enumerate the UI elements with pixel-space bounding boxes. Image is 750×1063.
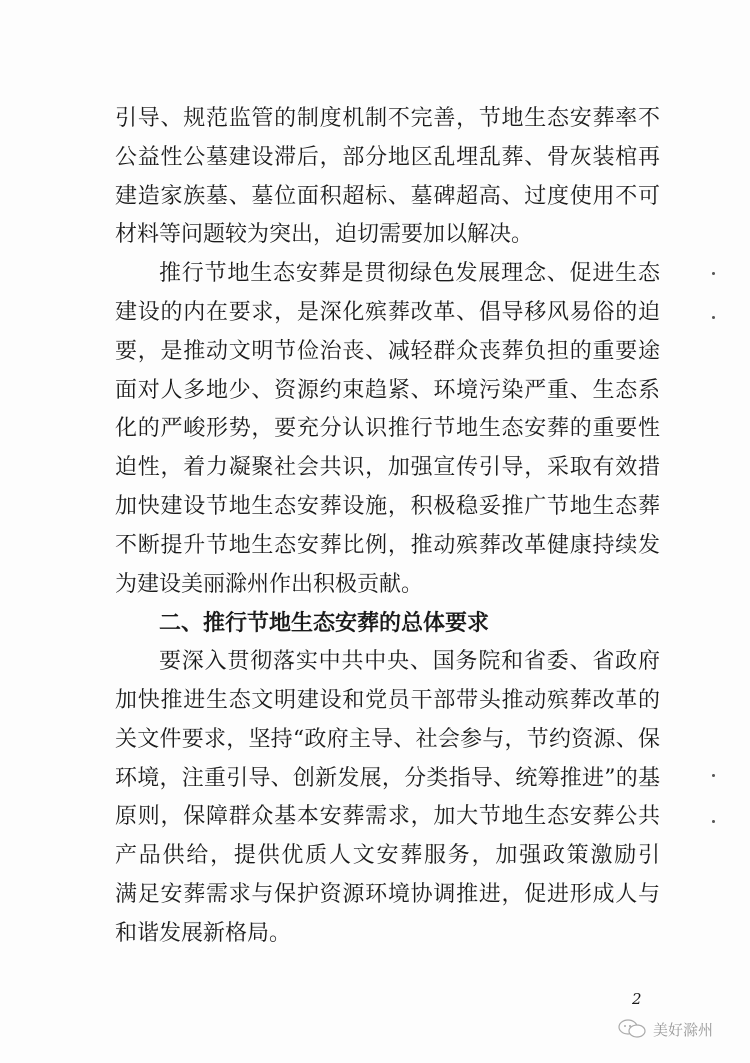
text-line: 建设的内在要求，是深化殡葬改革、倡导移风易俗的迫: [115, 299, 660, 325]
watermark-text: 美好滁州: [653, 1020, 714, 1039]
text-line: 建造家族墓、墓位面积超标、墓碑超高、过度使用不可: [115, 183, 660, 209]
text-line: 要，是推动文明节俭治丧、减轻群众丧葬负担的重要途: [115, 338, 660, 364]
section-heading: 二、推行节地生态安葬的总体要求: [159, 610, 490, 637]
scan-speck: [712, 820, 715, 823]
text-line: 环境，注重引导、创新发展，分类指导、统筹推进”的基: [115, 765, 660, 791]
wechat-icon: [617, 1018, 647, 1040]
text-line: 不断提升节地生态安葬比例，推动殡葬改革健康持续发: [115, 532, 660, 558]
scan-speck: [712, 316, 715, 319]
text-line: 面对人多地少、资源约束趋紧、环境污染严重、生态系: [115, 377, 660, 403]
scan-speck: [712, 272, 715, 275]
text-line: 加快推进生态文明建设和党员干部带头推动殡葬改革的: [115, 687, 660, 713]
text-line: 材料等问题较为突出，迫切需要加以解决。: [115, 222, 534, 248]
text-line: 关文件要求，坚持“政府主导、社会参与，节约资源、保: [115, 726, 660, 752]
text-line: 化的严峻形势，要充分认识推行节地生态安葬的重要性: [115, 416, 660, 442]
watermark: [617, 1018, 713, 1040]
text-line: 公益性公墓建设滞后，部分地区乱埋乱葬、骨灰装棺再: [115, 144, 660, 170]
text-line: 加快建设节地生态安葬设施，积极稳妥推广节地生态葬: [115, 493, 660, 519]
page-number: 2: [632, 990, 642, 1008]
text-line: 迫性，着力凝聚社会共识，加强宣传引导，采取有效措: [115, 455, 660, 481]
text-line: 为建设美丽滁州作出积极贡献。: [115, 571, 424, 597]
text-line: 满足安葬需求与保护资源环境协调推进，促进形成人与: [115, 881, 660, 907]
document-body: [115, 100, 660, 954]
text-line: 要深入贯彻落实中共中央、国务院和省委、省政府: [159, 649, 660, 675]
scan-speck: [712, 774, 715, 777]
text-line: 产品供给，提供优质人文安葬服务，加强政策激励引: [115, 843, 660, 869]
text-line: 推行节地生态安葬是贯彻绿色发展理念、促进生态: [159, 261, 660, 287]
text-line: 和谐发展新格局。: [115, 920, 292, 946]
text-line: 原则，保障群众基本安葬需求，加大节地生态安葬公共: [115, 804, 660, 830]
text-line: 引导、规范监管的制度机制不完善，节地生态安葬率不: [115, 106, 660, 131]
